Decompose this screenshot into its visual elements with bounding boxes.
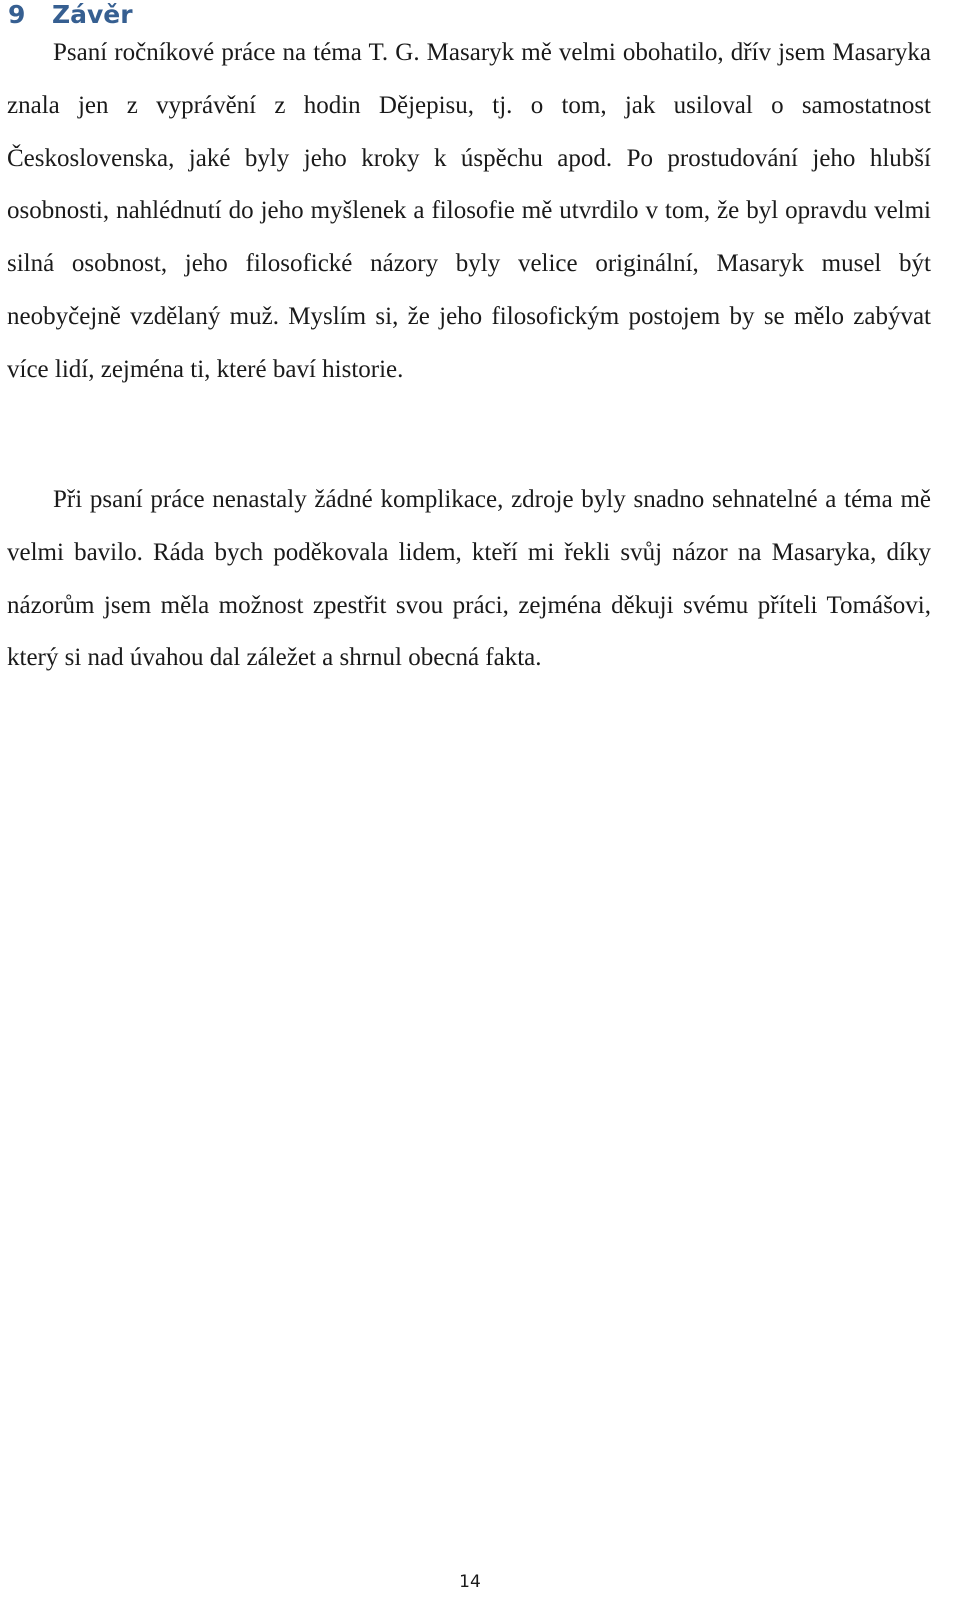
chapter-title: Závěr — [52, 0, 133, 29]
chapter-number: 9 — [8, 0, 26, 29]
paragraph-conclusion-1: Psaní ročníkové práce na téma T. G. Masaryk mě velmi obohatilo, dřív jsem Masaryka znala jen z vyprávění z hodin Dějepisu, tj. o tom, jak usiloval o samostatnost Československa, jaké byly jeho kroky k úspěchu apod. Po prostudování jeho hlubší osobnosti, nahlédnutí do jeho myšlenek a filosofie mě utvrdilo v tom, že byl opravdu velmi silná osobnost, jeho filosofické názory byly velice originální, Masaryk musel být neobyčejně vzdělaný muž. Myslím si, že jeho filosofickým postojem by se mělo zabývat více lidí, zejména ti, které baví historie. — [7, 39, 931, 383]
page-number: 14 — [459, 1572, 481, 1592]
chapter-heading — [8, 0, 133, 30]
paragraph-conclusion-2: Při psaní práce nenastaly žádné komplikace, zdroje byly snadno sehnatelné a téma mě velmi bavilo. Ráda bych poděkovala lidem, kteří mi řekli svůj názor na Masaryka, díky názorům jsem měla možnost zpestřit svou práci, zejména děkuji svému příteli Tomášovi, který si nad úvahou dal záležet a shrnul obecná fakta. — [7, 486, 931, 672]
